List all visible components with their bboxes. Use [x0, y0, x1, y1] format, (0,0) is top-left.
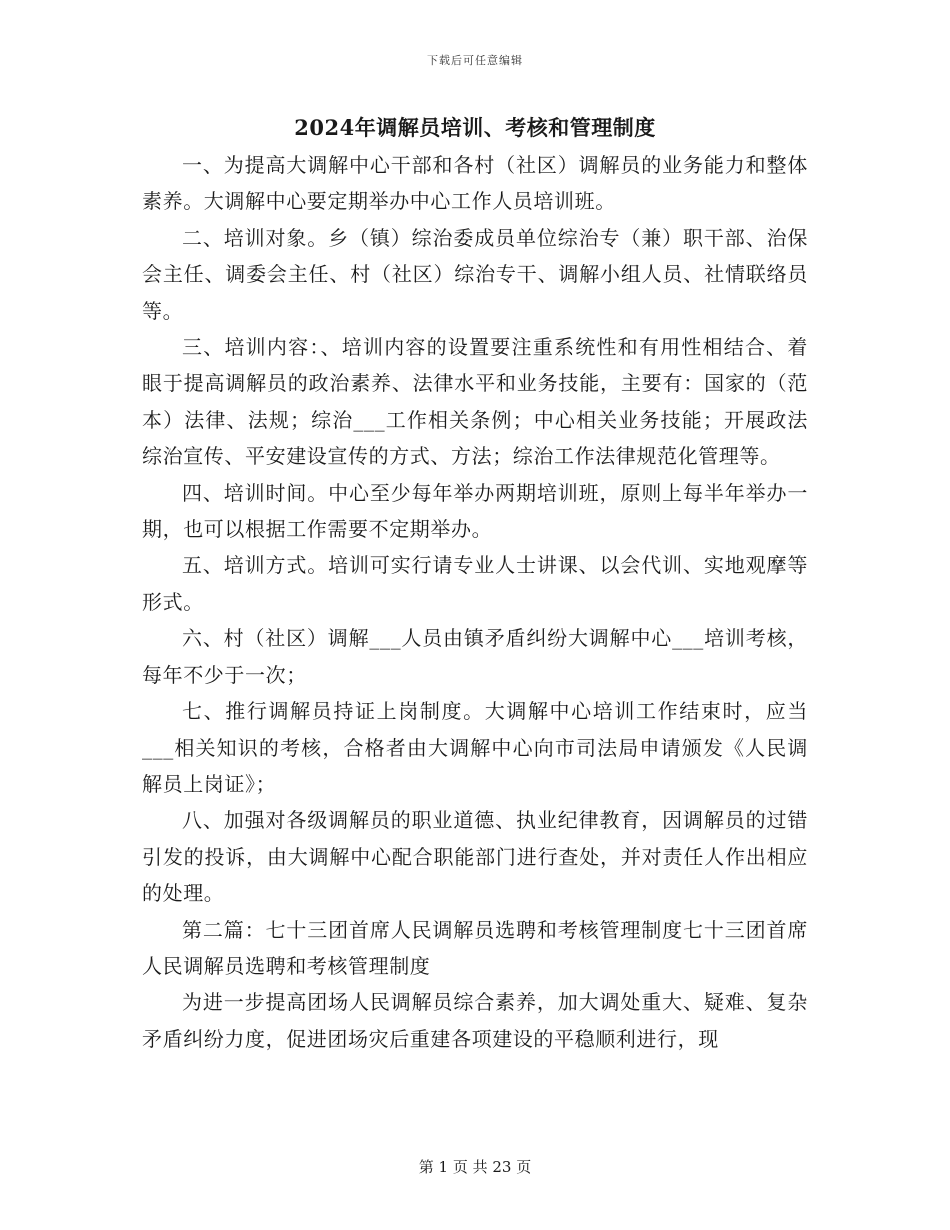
paragraph-3: 三、培训内容：、培训内容的设置要注重系统性和有用性相结合、着眼于提高调解员的政治素养、法律水平和业务技能，主要有：国家的（范本）法律、法规；综治___工作相关条例；中心相关业务技能；开展政法综治宣传、平安建设宣传的方式、方法；综治工作法律规范化管理等。: [142, 335, 808, 469]
document-body: [142, 147, 808, 1057]
header-note: 下载后可任意编辑: [427, 54, 523, 67]
paragraph-8: 八、加强对各级调解员的职业道德、执业纪律教育，因调解员的过错引发的投诉，由大调解中心配合职能部门进行查处，并对责任人作出相应的处理。: [142, 808, 808, 906]
paragraph-9: 第二篇：七十三团首席人民调解员选聘和考核管理制度七十三团首席人民调解员选聘和考核管理制度: [142, 917, 808, 978]
paragraph-5: 五、培训方式。培训可实行请专业人士讲课、以会代训、实地观摩等形式。: [142, 553, 808, 614]
page-footer: 第 1 页 共 23 页: [418, 1158, 532, 1176]
paragraph-2: 二、培训对象。乡（镇）综治委成员单位综治专（兼）职干部、治保会主任、调委会主任、村（社区）综治专干、调解小组人员、社情联络员等。: [142, 225, 808, 323]
paragraph-1: 一、为提高大调解中心干部和各村（社区）调解员的业务能力和整体素养。大调解中心要定期举办中心工作人员培训班。: [142, 153, 808, 214]
document-title: 2024年调解员培训、考核和管理制度: [294, 115, 656, 140]
paragraph-4: 四、培训时间。中心至少每年举办两期培训班，原则上每半年举办一期，也可以根据工作需要不定期举办。: [142, 480, 808, 542]
paragraph-10: 为进一步提高团场人民调解员综合素养，加大调处重大、疑难、复杂矛盾纠纷力度，促进团场灾后重建各项建设的平稳顺利进行，现: [142, 990, 808, 1051]
paragraph-6: 六、村（社区）调解___人员由镇矛盾纠纷大调解中心___培训考核，每年不少于一次；: [142, 626, 808, 687]
paragraph-7: 七、推行调解员持证上岗制度。大调解中心培训工作结束时，应当___相关知识的考核，合格者由大调解中心向市司法局申请颁发《人民调解员上岗证》；: [142, 699, 808, 796]
